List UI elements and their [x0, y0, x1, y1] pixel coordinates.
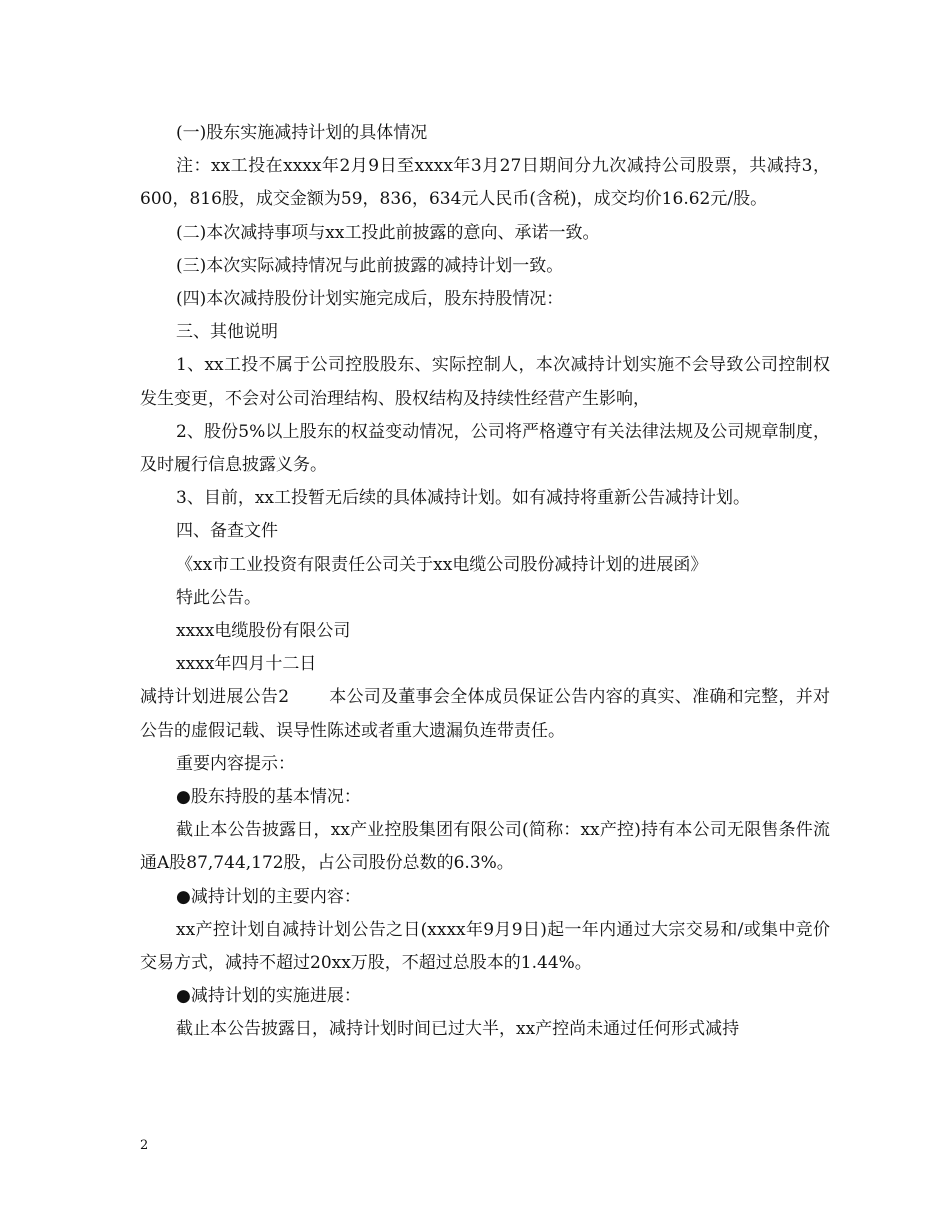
paragraph-key-points-heading: 重要内容提示： — [176, 753, 295, 774]
paragraph-consistency-plan: (三)本次实际减持情况与此前披露的减持计划一致。 — [176, 255, 564, 276]
paragraph-announcement-closing: 特此公告。 — [176, 587, 261, 608]
signature-company: xxxx电缆股份有限公司 — [176, 621, 351, 642]
notice-2-title: 减持计划进展公告2 — [140, 687, 290, 708]
paragraph-note-3: 3、目前，xx工投暂无后续的具体减持计划。如有减持将重新公告减持计划。 — [176, 488, 750, 509]
paragraph-note-1: 1、xx工投不属于公司控股股东、实际控制人，本次减持计划实施不会导致公司控制权发生变更，不会对公司治理结构、股权结构及持续性经营产生影响， — [140, 355, 830, 409]
signature-date: xxxx年四月十二日 — [176, 654, 317, 675]
paragraph-note-2: 2、股份5%以上股东的权益变动情况，公司将严格遵守有关法律法规及公司规章制度，及时履行信息披露义务。 — [140, 421, 830, 476]
paragraph-holdings-after: (四)本次减持股份计划实施完成后，股东持股情况： — [176, 289, 564, 310]
bullet-plan-progress: ●减持计划的实施进展： — [176, 986, 361, 1007]
page-number: 2 — [140, 1138, 149, 1153]
paragraph-plan-progress: 截止本公告披露日，减持计划时间已过大半，xx产控尚未通过任何形式减持 — [176, 1019, 740, 1040]
bullet-plan-content: ●减持计划的主要内容： — [176, 886, 361, 907]
document-body — [140, 117, 830, 1047]
paragraph-basic-holding: 截止本公告披露日，xx产业控股集团有限公司(简称：xx产控)持有本公司无限售条件流通A股87,744,172股，占公司股份总数的6.3%。 — [140, 820, 830, 874]
section-heading-other-notes: 三、其他说明 — [176, 322, 278, 343]
paragraph-consistency-commitment: (二)本次减持事项与xx工投此前披露的意向、承诺一致。 — [176, 222, 600, 243]
paragraph-note-reduction-details: 注：xx工投在xxxx年2月9日至xxxx年3月27日期间分九次减持公司股票，共减持3，600，816股，成交金额为59，836，634元人民币(含税)，成交均价16.62元/股。 — [140, 156, 830, 210]
paragraph-plan-content: xx产控计划自减持计划公告之日(xxxx年9月9日)起一年内通过大宗交易和/或集中竞价交易方式，减持不超过20xx万股，不超过总股本的1.44%。 — [140, 919, 830, 974]
section-heading-implementation: (一)股东实施减持计划的具体情况 — [176, 123, 428, 143]
notice-2-intro — [140, 681, 830, 747]
paragraph-reference-document: 《xx市工业投资有限责任公司关于xx电缆公司股份减持计划的进展函》 — [176, 554, 708, 575]
notice-2-statement: 本公司及董事会全体成员保证公告内容的真实、准确和完整，并对公告的虚假记载、误导性陈述或者重大遗漏负连带责任。 — [140, 687, 830, 741]
bullet-basic-holding: ●股东持股的基本情况： — [176, 787, 361, 808]
section-heading-reference-docs: 四、备查文件 — [176, 521, 278, 542]
